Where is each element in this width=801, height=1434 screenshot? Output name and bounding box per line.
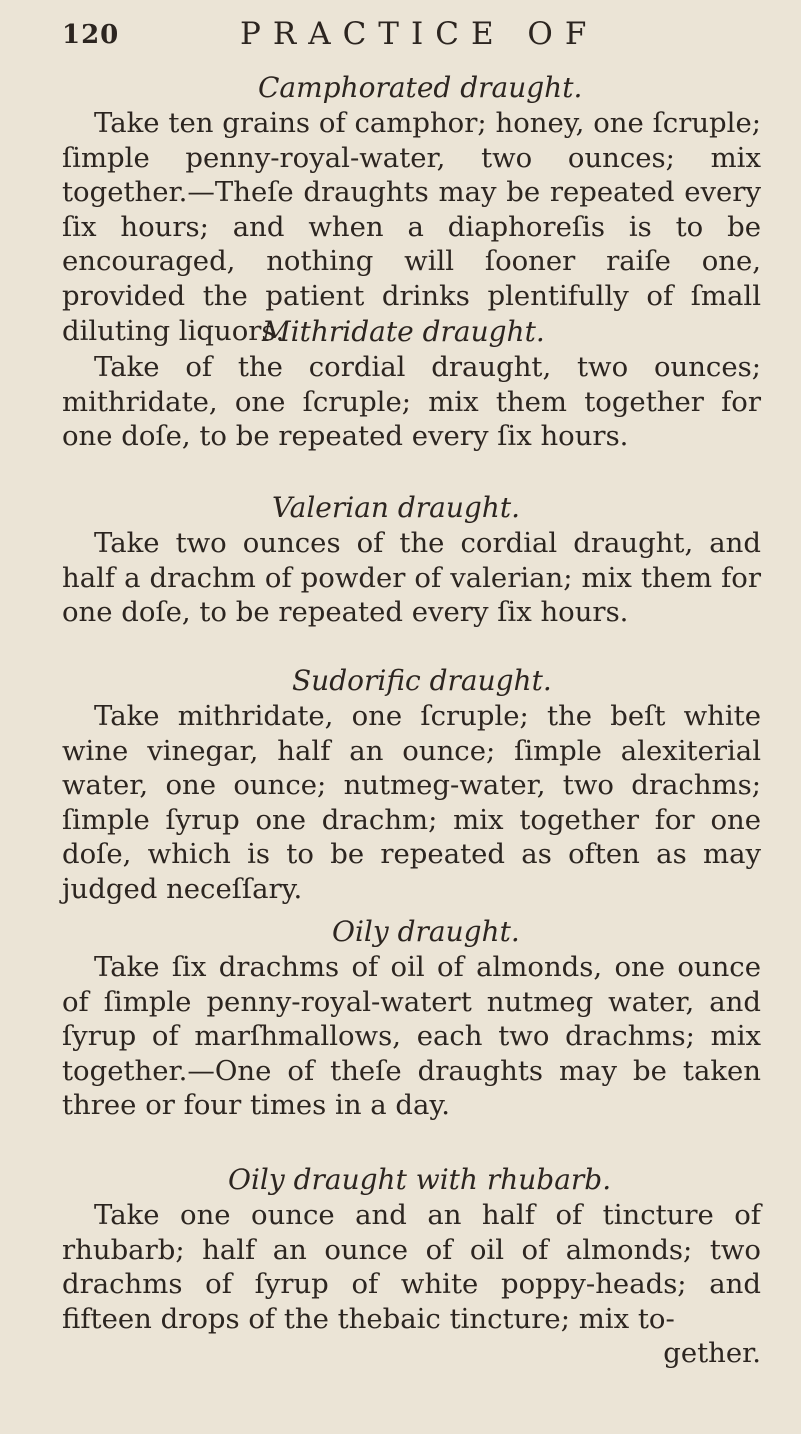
page-number: 120 [62, 20, 120, 50]
section-text: Take two ounces of the cordial draught, and half a drachm of powder of valerian; mix them for one doſe, to be repeated every ſix hours. [62, 527, 761, 629]
section-mithridate [62, 314, 761, 454]
section-text: Take of the cordial draught, two ounces; mithridate, one ſcruple; mix them together for one doſe, to be repeated every ſix hours. [62, 351, 761, 453]
section-text: Take one ounce and an half of tincture of rhubarb; half an ounce of oil of almonds; two drachms of ſyrup of white poppy-heads; and fifteen drops of the thebaic tincture; mix to- [62, 1199, 761, 1335]
section-heading: Sudorific draught. [292, 664, 552, 697]
section-heading: Oily draught. [332, 915, 520, 948]
section-oily [62, 914, 761, 1123]
section-valerian [62, 490, 761, 630]
section-heading: Valerian draught. [272, 491, 520, 524]
section-text-last-line: gether. [663, 1337, 761, 1370]
section-heading: Oily draught with rhubarb. [228, 1163, 612, 1196]
section-sudorific [62, 663, 761, 907]
section-text: Take ſix drachms of oil of almonds, one ounce of ſimple penny-royal-watert nutmeg water, and ſyrup of marſhmallows, each two drachms; mix together.—One of theſe draughts may be taken three or four times in a day. [62, 951, 761, 1122]
section-heading: Camphorated draught. [258, 71, 583, 104]
section-camphorated [62, 70, 761, 348]
section-oily-rhubarb [62, 1162, 761, 1371]
section-text: Take mithridate, one ſcruple; the beſt white wine vinegar, half an ounce; ſimple alexiterial water, one ounce; nutmeg-water, two drachms; ſimple ſyrup one drachm; mix together for one doſe, which is to be repeated as often as may judged neceſſary. [62, 700, 761, 905]
page-header [62, 16, 761, 56]
running-head: PRACTICE OF [240, 16, 599, 52]
section-text: Take ten grains of camphor; honey, one ſcruple; ſimple penny-royal-water, two ounces; mix together.—Theſe draughts may be repeated every ſix hours; and when a diaphoreſis is to be encouraged, nothing will ſooner raiſe one, provided the patient drinks plentifully of ſmall diluting liquors. [62, 107, 761, 347]
section-heading: Mithridate draught. [262, 315, 545, 348]
